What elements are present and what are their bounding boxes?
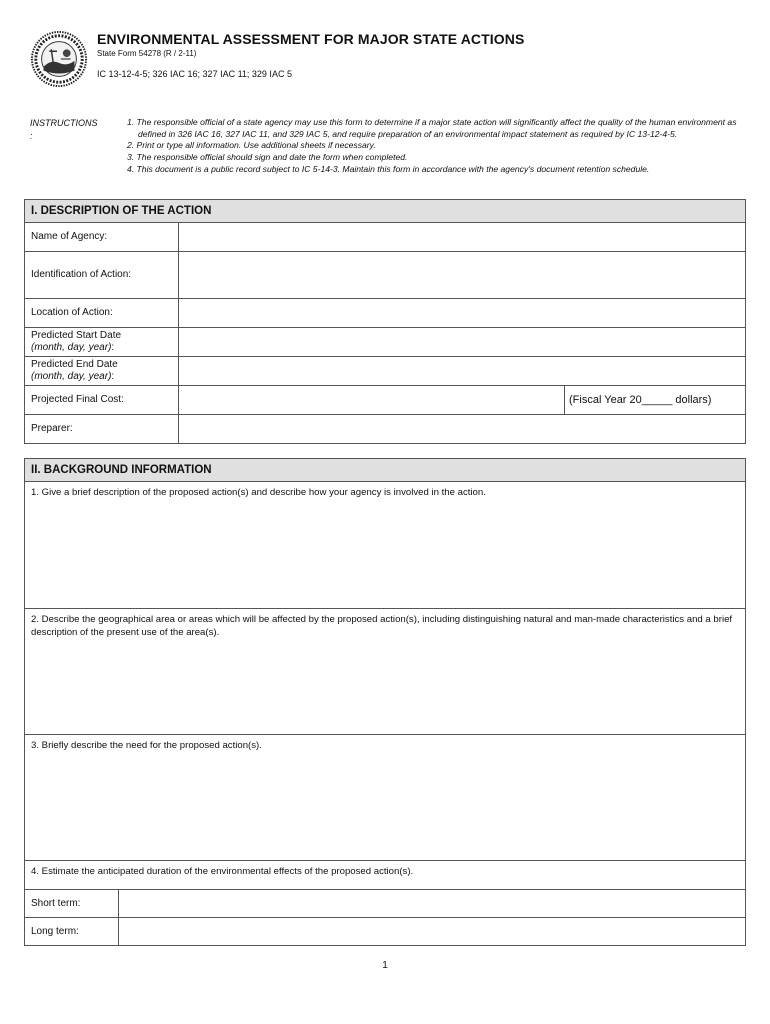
location-label: Location of Action: — [25, 299, 179, 327]
question-1-field[interactable] — [25, 482, 745, 609]
end-date-row — [25, 357, 745, 386]
agency-row — [25, 223, 745, 252]
section-background-information — [24, 458, 746, 946]
long-term-label: Long term: — [25, 918, 119, 945]
start-date-hint-line — [31, 342, 114, 354]
identification-row — [25, 252, 745, 299]
location-row — [25, 299, 745, 328]
cost-field[interactable] — [179, 386, 565, 414]
end-date-hint-line — [31, 371, 114, 383]
fiscal-year-note: (Fiscal Year 20_____ dollars) — [569, 394, 712, 406]
agency-label: Name of Agency: — [25, 223, 179, 251]
preparer-row — [25, 415, 745, 443]
section-description-of-action — [24, 199, 746, 444]
end-date-field[interactable] — [179, 357, 745, 385]
start-date-field[interactable] — [179, 328, 745, 356]
page-number: 1 — [382, 960, 388, 971]
end-date-text: Predicted End Date — [31, 359, 118, 370]
instructions-colon: : — [30, 131, 33, 141]
short-term-label: Short term: — [25, 890, 119, 917]
instruction-item: 1. The responsible official of a state agency may use this form to determine if a major state action will significantly affect the quality of the human environment as defined in 326 IAC 16, 327 IAC 11, and 329 IAC 5, and require preparation of an environmental impact statement as required by IC 13-12-4-5. — [127, 117, 737, 139]
question-1-text: 1. Give a brief description of the proposed action(s) and describe how your agency is involved in the action. — [31, 487, 486, 498]
instruction-item: 2. Print or type all information. Use additional sheets if necessary. — [127, 140, 376, 151]
state-seal-icon — [30, 30, 88, 88]
instruction-item: 3. The responsible official should sign and date the form when completed. — [127, 152, 408, 163]
form-number: State Form 54278 (R / 2-11) — [97, 49, 197, 58]
preparer-field[interactable] — [179, 415, 745, 443]
question-2-field[interactable] — [25, 609, 745, 735]
start-date-colon: : — [111, 342, 115, 353]
instructions-label — [30, 117, 98, 143]
start-date-row — [25, 328, 745, 357]
short-term-row — [25, 890, 745, 918]
question-4-text: 4. Estimate the anticipated duration of the environmental effects of the proposed action(s). — [31, 866, 414, 877]
start-date-label — [25, 328, 179, 356]
start-date-hint: (month, day, year) — [31, 342, 112, 353]
instructions-heading: INSTRUCTIONS — [30, 118, 98, 128]
cost-label: Projected Final Cost: — [25, 386, 179, 414]
start-date-text: Predicted Start Date — [31, 330, 122, 341]
end-date-colon: : — [111, 371, 115, 382]
long-term-row — [25, 918, 745, 945]
form-title: ENVIRONMENTAL ASSESSMENT FOR MAJOR STATE ACTIONS — [97, 31, 525, 47]
instructions-list — [127, 117, 747, 176]
short-term-field[interactable] — [119, 890, 745, 917]
identification-field[interactable] — [179, 252, 745, 298]
question-4 — [25, 861, 745, 890]
instruction-item: 4. This document is a public record subject to IC 5-14-3. Maintain this form in accordance with the agency's document retention schedule. — [127, 163, 650, 174]
cost-row — [25, 386, 745, 415]
location-field[interactable] — [179, 299, 745, 327]
identification-label: Identification of Action: — [25, 252, 179, 298]
question-3-text: 3. Briefly describe the need for the proposed action(s). — [31, 740, 262, 751]
statute-reference: IC 13-12-4-5; 326 IAC 16; 327 IAC 11; 329 IAC 5 — [97, 69, 292, 79]
section-2-heading: II. BACKGROUND INFORMATION — [25, 459, 745, 482]
question-3-field[interactable] — [25, 735, 745, 861]
agency-field[interactable] — [179, 223, 745, 251]
end-date-label — [25, 357, 179, 385]
long-term-field[interactable] — [119, 918, 745, 945]
section-1-heading: I. DESCRIPTION OF THE ACTION — [25, 200, 745, 223]
preparer-label: Preparer: — [25, 415, 179, 443]
question-2-text: 2. Describe the geographical area or areas which will be affected by the proposed action(s), including distinguishing natural and man-made characteristics and a brief description of the present use of the area(s). — [31, 614, 733, 638]
end-date-hint: (month, day, year) — [31, 371, 112, 382]
